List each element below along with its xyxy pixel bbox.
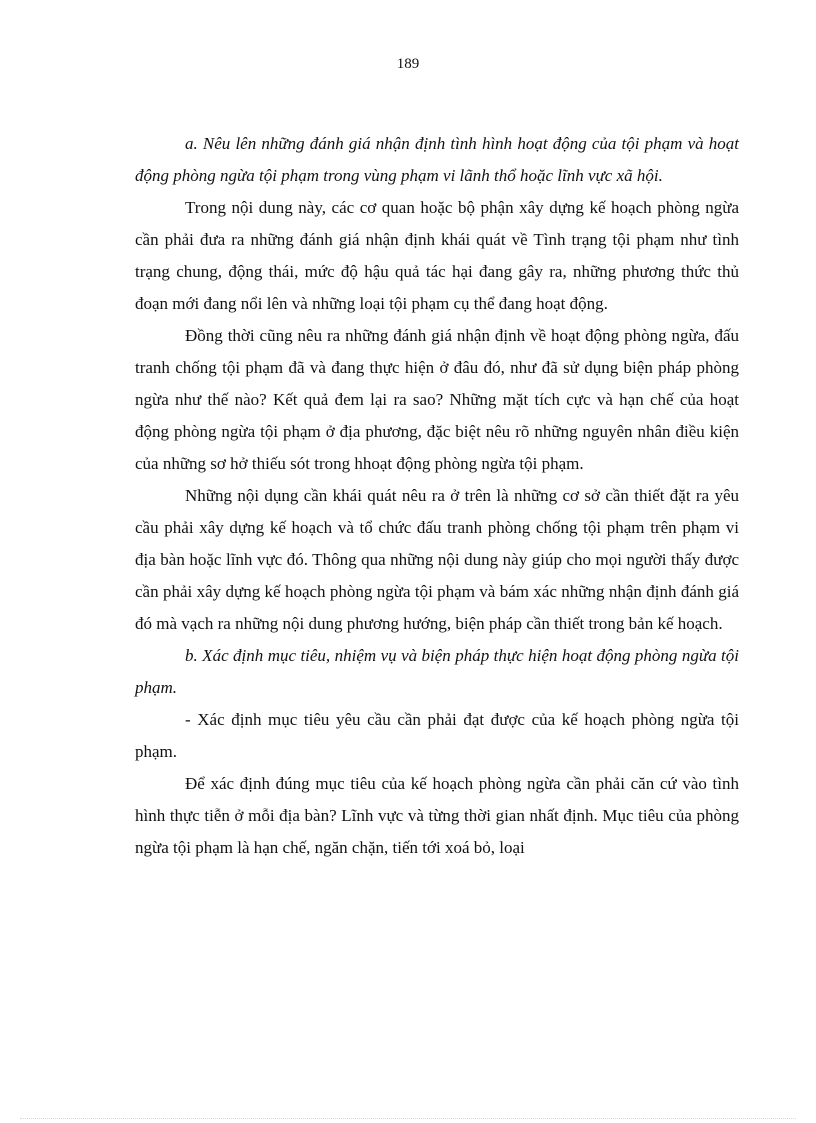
body-paragraph: Trong nội dung này, các cơ quan hoặc bộ phận xây dựng kế hoạch phòng ngừa cần phải đưa ra những đánh giá nhận định khái quát về Tình trạng tội phạm như tình trạng chung, động thái, mức độ hậu quả tác hại đang gây ra, những phương thức thủ đoạn mới đang nổi lên và những loại tội phạm cụ thể đang hoạt động. xyxy=(135,198,739,313)
body-paragraph: Để xác định đúng mục tiêu của kế hoạch phòng ngừa cần phải căn cứ vào tình hình thực tiễn ở mỗi địa bàn? Lĩnh vực và từng thời gian nhất định. Mục tiêu của phòng ngừa tội phạm là hạn chế, ngăn chặn, tiến tới xoá bỏ, loại xyxy=(135,774,739,857)
page-bottom-divider xyxy=(20,1118,796,1119)
body-paragraph: - Xác định mục tiêu yêu cầu cần phải đạt được của kế hoạch phòng ngừa tội phạm. xyxy=(135,710,739,761)
body-paragraph: Những nội dụng cần khái quát nêu ra ở trên là những cơ sở cần thiết đặt ra yêu cầu phải xây dựng kế hoạch và tổ chức đấu tranh phòng chống tội phạm trên phạm vi địa bàn hoặc lĩnh vực đó. Thông qua những nội dung này giúp cho mọi người thấy được cần phải xây dựng kế hoạch phòng ngừa tội phạm và bám xác những nhận định đánh giá đó mà vạch ra những nội dung phương hướng, biện pháp cần thiết trong bản kế hoạch. xyxy=(135,486,739,633)
section-heading-a: a. Nêu lên những đánh giá nhận định tình hình hoạt động của tội phạm và hoạt động phòng ngừa tội phạm trong vùng phạm vi lãnh thổ hoặc lĩnh vực xã hội. xyxy=(135,134,739,185)
document-body xyxy=(135,128,739,864)
page-number: 189 xyxy=(396,56,420,72)
body-paragraph: Đồng thời cũng nêu ra những đánh giá nhận định về hoạt động phòng ngừa, đấu tranh chống tội phạm đã và đang thực hiện ở đâu đó, như đã sử dụng biện pháp phòng ngừa như thế nào? Kết quả đem lại ra sao? Những mặt tích cực và hạn chế của hoạt động phòng ngừa tội phạm ở địa phương, đặc biệt nêu rõ những nguyên nhân điều kiện của những sơ hở thiếu sót trong hhoạt động phòng ngừa tội phạm. xyxy=(135,326,739,473)
section-heading-b: b. Xác định mục tiêu, nhiệm vụ và biện pháp thực hiện hoạt động phòng ngừa tội phạm. xyxy=(135,646,739,697)
